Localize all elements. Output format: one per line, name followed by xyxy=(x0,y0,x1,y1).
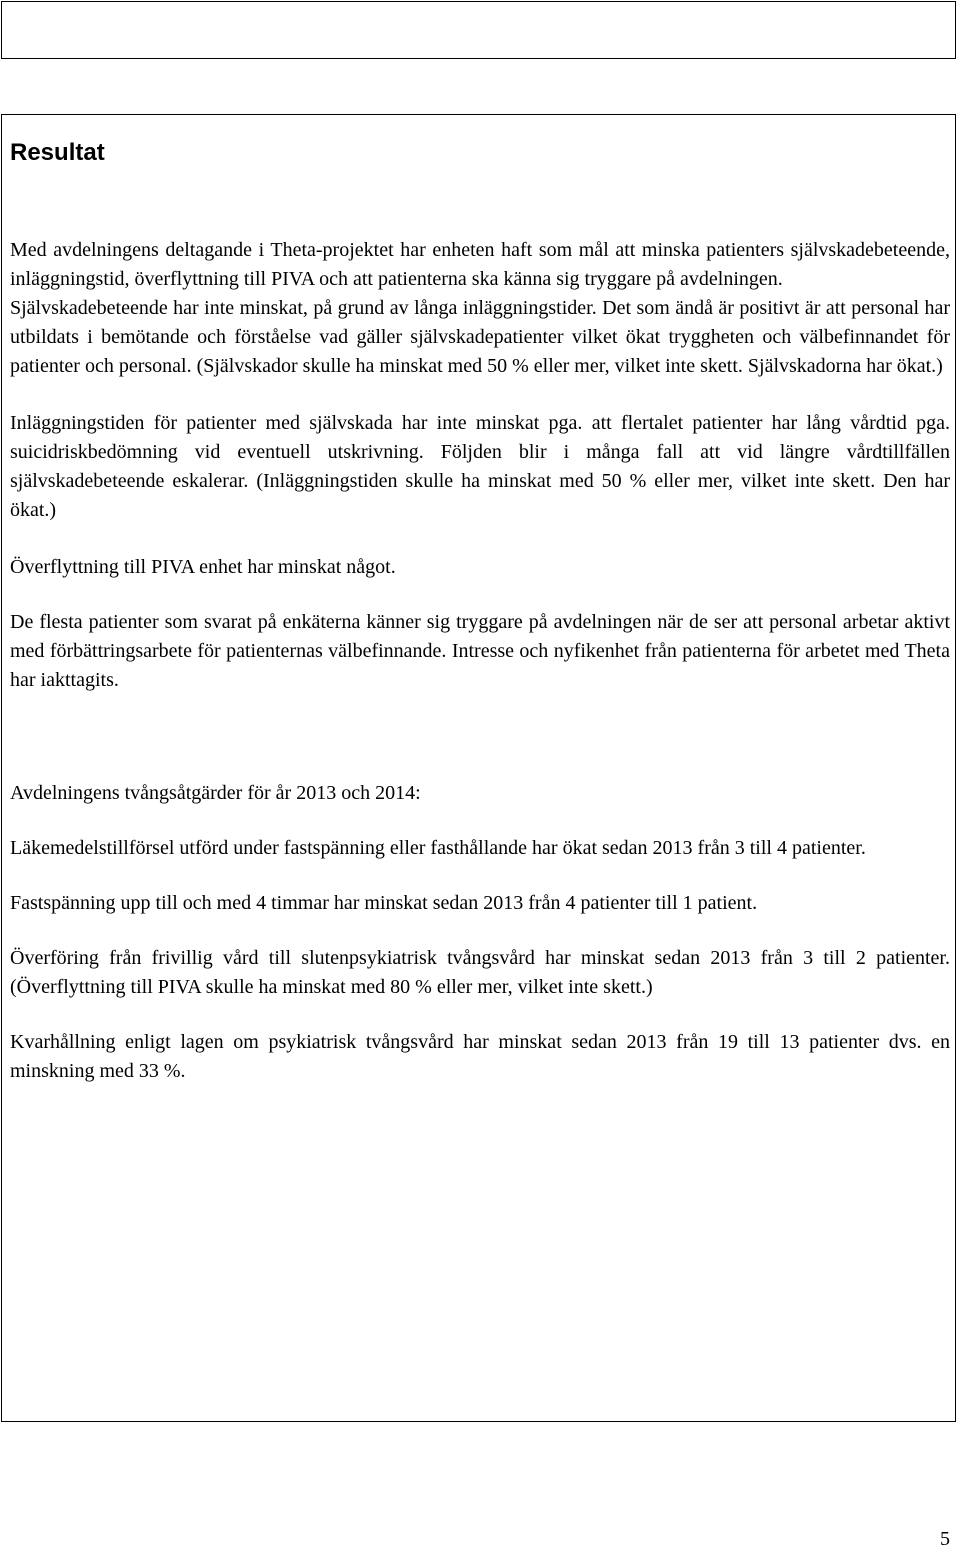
page-number: 5 xyxy=(940,1528,950,1550)
paragraph-self-harm: Självskadebeteende har inte minskat, på grund av långa inläggningstider. Det som ändå är positivt är att personal har utbildats i bemötande och förståelse vad gäller självskadepatienter vilket ökat tryggheten och välbefinnandet för patienter och personal. (Självskador skulle ha minskat med 50 % eller mer, vilket inte skett. Självskadorna har ökat.) xyxy=(10,297,950,377)
paragraph-piva-transfer: Överflyttning till PIVA enhet har minskat något. xyxy=(10,556,396,578)
paragraph-compulsory-care: Överföring från frivillig vård till slutenpsykiatrisk tvångsvård har minskat sedan 2013 från 3 till 2 patienter. (Överflyttning till PIVA skulle ha minskat med 80 % eller mer, vilket inte skett.) xyxy=(10,947,950,998)
paragraph-admission-time: Inläggningstiden för patienter med självskada har inte minskat pga. att flertalet patienter har lång vårdtid pga. suicidriskbedömning vid eventuell utskrivning. Följden blir i många fall att vid längre vårdtillfällen självskadebeteende eskalerar. (Inläggningstiden skulle ha minskat med 50 % eller mer, vilket inte skett. Den har ökat.) xyxy=(10,412,950,521)
paragraph-goals: Med avdelningens deltagande i Theta-projektet har enheten haft som mål att minska patienters självskadebeteende, inläggningstid, överflyttning till PIVA och att patienterna ska känna sig tryggare på avdelningen. xyxy=(10,239,950,290)
paragraph-restraint-hours: Fastspänning upp till och med 4 timmar har minskat sedan 2013 från 4 patienter till 1 patient. xyxy=(10,892,758,914)
paragraph-detention: Kvarhållning enligt lagen om psykiatrisk tvångsvård har minskat sedan 2013 från 19 till 13 patienter dvs. en minskning med 33 %. xyxy=(10,1031,950,1082)
header-frame xyxy=(1,1,956,59)
paragraph-patient-survey: De flesta patienter som svarat på enkäterna känner sig tryggare på avdelningen när de ser att personal arbetar aktivt med förbättringsarbete för patienternas välbefinnande. Intresse och nyfikenhet från patienterna för arbetet med Theta har iakttagits. xyxy=(10,611,950,691)
paragraph-coercive-measures-title: Avdelningens tvångsåtgärder för år 2013 och 2014: xyxy=(10,782,421,804)
body-text xyxy=(10,236,950,1086)
section-heading: Resultat xyxy=(10,139,105,166)
paragraph-medication-restraint: Läkemedelstillförsel utförd under fastspänning eller fasthållande har ökat sedan 2013 från 3 till 4 patienter. xyxy=(10,837,866,859)
